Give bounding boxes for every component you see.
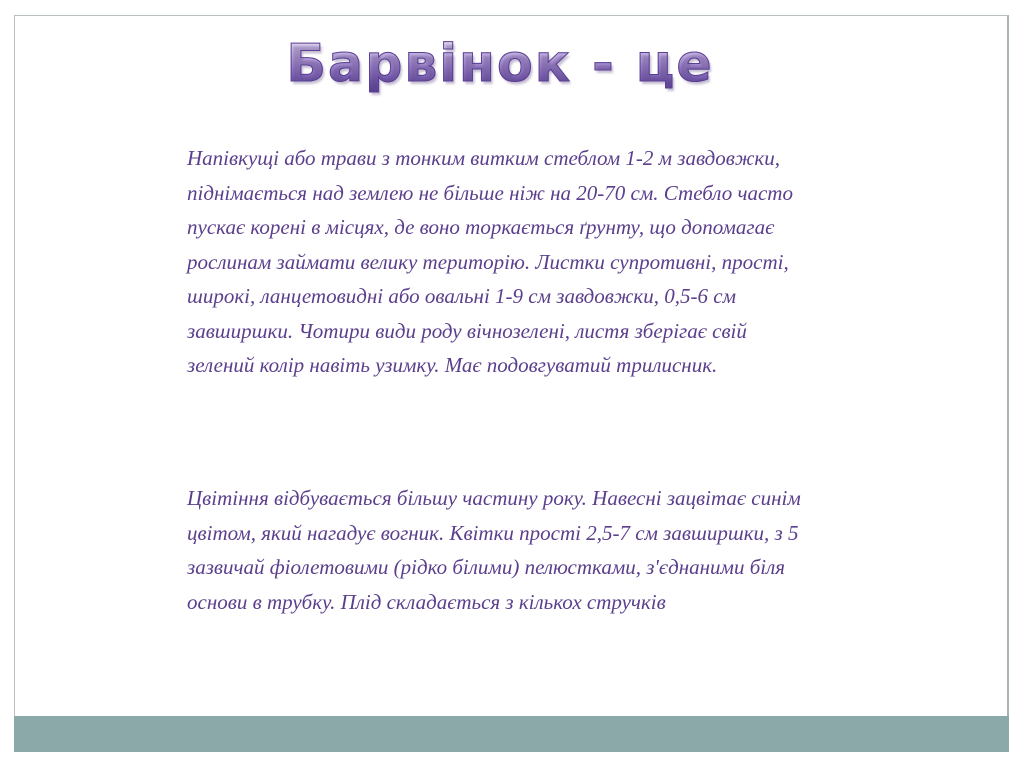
description-paragraph: Напівкущі або трави з тонким витким стеблом 1-2 м завдовжки, піднімається над землею не більше ніж на 20-70 см. Стебло часто пускає корені в місцях, де воно торкається ґрунту, що допомагає рослинам займати велику територію. Листки супротивні, прості, широкі, ланцетовидні або овальні 1-9 см завдовжки, 0,5-6 см завширшки. Чотири види роду вічнозелені, листя зберігає свій зелений колір навіть узимку. Має подовгуватий трилисник. <box>187 146 793 377</box>
footer-band <box>14 716 1009 752</box>
slide-title: Барвінок - це <box>240 32 760 96</box>
flowering-paragraph: Цвітіння відбувається більшу частину року. Навесні зацвітає синім цвітом, який нагадує вогник. Квітки прості 2,5-7 см завширшки, з 5 зазвичай фіолетовими (рідко білими) пелюстками, з'єднаними біля основи в трубку. Плід складається з кількох стручків <box>187 486 801 614</box>
slide <box>14 15 1009 752</box>
